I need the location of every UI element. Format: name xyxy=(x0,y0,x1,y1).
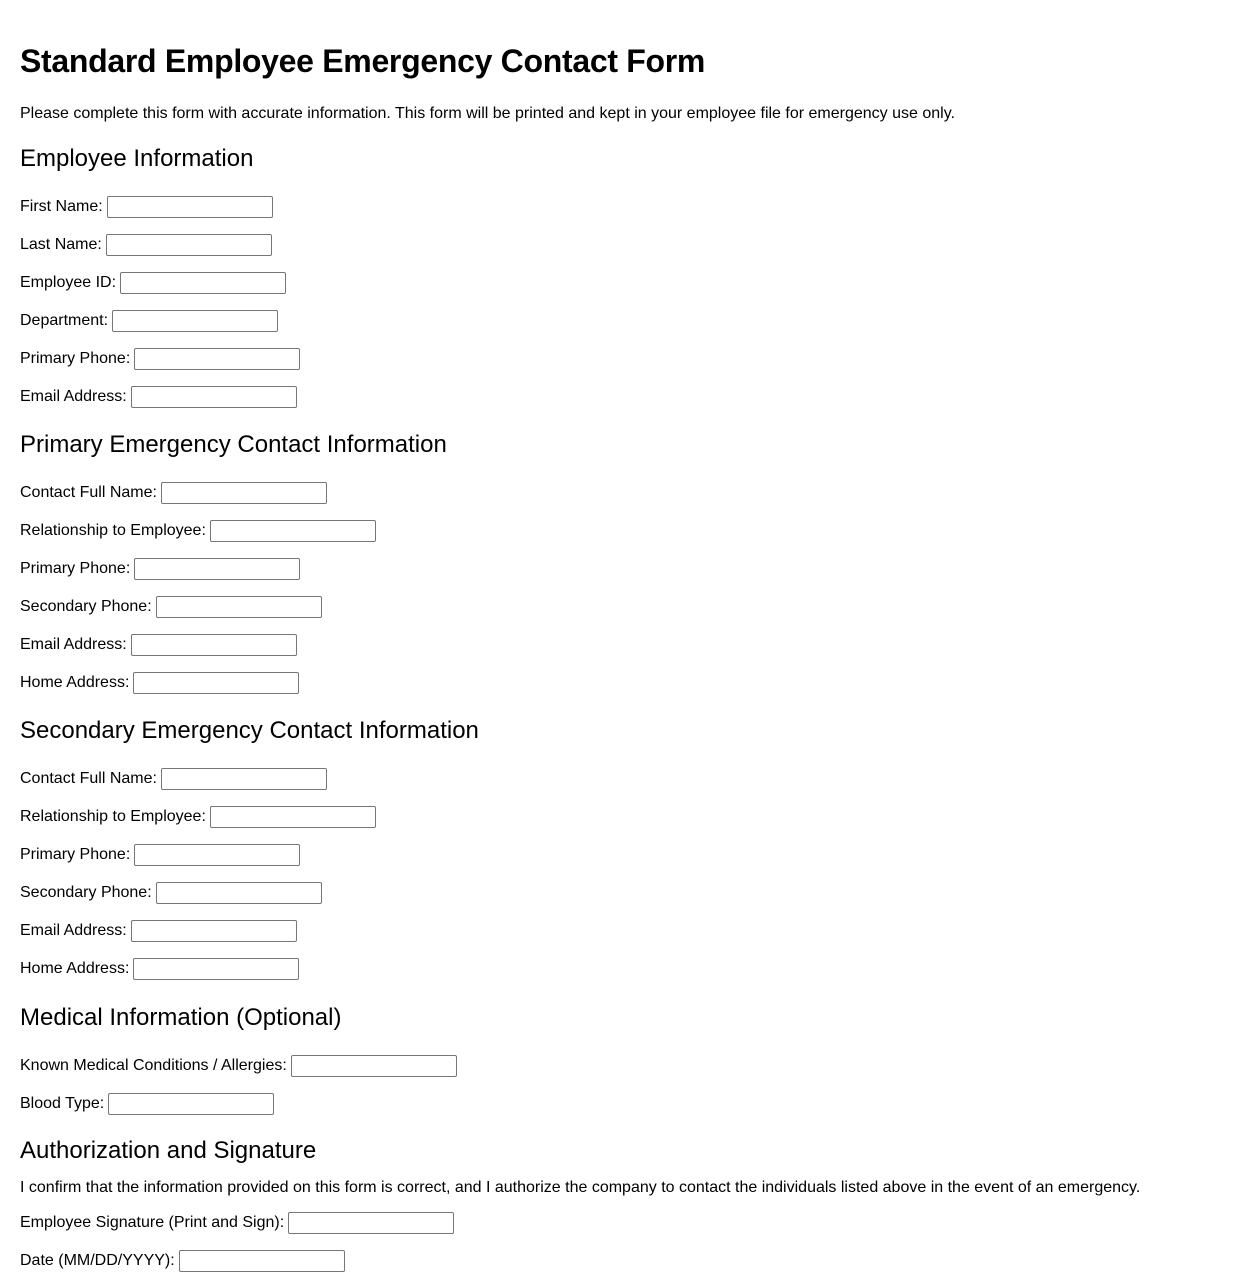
employee-id-label: Employee ID: xyxy=(20,274,117,291)
signature-date-row xyxy=(20,1242,1227,1280)
primary-contact-primary-phone-label: Primary Phone: xyxy=(20,560,131,577)
secondary-contact-primary-phone-input[interactable] xyxy=(134,844,300,866)
employee-signature-row xyxy=(20,1204,1227,1242)
secondary-contact-home-address-row xyxy=(20,950,1227,988)
department-label: Department: xyxy=(20,312,109,329)
section-title-authorization: Authorization and Signature xyxy=(20,1137,317,1164)
signature-date-label: Date (MM/DD/YYYY): xyxy=(20,1252,175,1269)
primary-contact-primary-phone-input[interactable] xyxy=(134,558,300,580)
secondary-contact-relationship-row xyxy=(20,798,1227,836)
first-name-row xyxy=(20,188,1227,226)
medical-conditions-input[interactable] xyxy=(291,1055,457,1077)
employee-email-input[interactable] xyxy=(131,386,297,408)
primary-contact-section xyxy=(20,430,1227,702)
signature-date-input[interactable] xyxy=(179,1250,345,1272)
secondary-contact-secondary-phone-input[interactable] xyxy=(156,882,322,904)
blood-type-label: Blood Type: xyxy=(20,1095,105,1112)
first-name-input[interactable] xyxy=(107,196,273,218)
secondary-contact-section xyxy=(20,716,1227,988)
secondary-contact-name-label: Contact Full Name: xyxy=(20,770,157,787)
department-row xyxy=(20,302,1227,340)
secondary-contact-email-label: Email Address: xyxy=(20,922,127,939)
primary-contact-email-label: Email Address: xyxy=(20,636,127,653)
employee-primary-phone-label: Primary Phone: xyxy=(20,350,131,367)
primary-contact-email-row xyxy=(20,626,1227,664)
secondary-contact-relationship-input[interactable] xyxy=(210,806,376,828)
page-title: Standard Employee Emergency Contact Form xyxy=(20,43,706,79)
section-title-primary-contact: Primary Emergency Contact Information xyxy=(20,431,447,458)
primary-contact-secondary-phone-row xyxy=(20,588,1227,626)
section-title-medical: Medical Information (Optional) xyxy=(20,1004,342,1031)
secondary-contact-primary-phone-row xyxy=(20,836,1227,874)
section-title-secondary-contact: Secondary Emergency Contact Information xyxy=(20,717,479,744)
secondary-contact-secondary-phone-row xyxy=(20,874,1227,912)
primary-contact-secondary-phone-input[interactable] xyxy=(156,596,322,618)
authorization-statement: I confirm that the information provided on this form is correct, and I authorize the company to contact the individuals listed above in the event of an emergency. xyxy=(20,1179,1141,1196)
primary-contact-relationship-input[interactable] xyxy=(210,520,376,542)
last-name-input[interactable] xyxy=(106,234,272,256)
first-name-label: First Name: xyxy=(20,198,103,215)
secondary-contact-secondary-phone-label: Secondary Phone: xyxy=(20,884,152,901)
blood-type-input[interactable] xyxy=(108,1093,274,1115)
primary-contact-primary-phone-row xyxy=(20,550,1227,588)
secondary-contact-email-input[interactable] xyxy=(131,920,297,942)
primary-contact-name-label: Contact Full Name: xyxy=(20,484,157,501)
primary-contact-home-address-row xyxy=(20,664,1227,702)
blood-type-row xyxy=(20,1085,1227,1123)
employee-primary-phone-input[interactable] xyxy=(134,348,300,370)
primary-contact-relationship-row xyxy=(20,512,1227,550)
medical-fields xyxy=(20,1047,1227,1123)
primary-contact-fields xyxy=(20,474,1227,702)
primary-contact-home-address-input[interactable] xyxy=(133,672,299,694)
primary-contact-name-input[interactable] xyxy=(161,482,327,504)
employee-signature-input[interactable] xyxy=(288,1212,454,1234)
primary-contact-relationship-label: Relationship to Employee: xyxy=(20,522,206,539)
primary-contact-email-input[interactable] xyxy=(131,634,297,656)
primary-contact-name-row xyxy=(20,474,1227,512)
employee-id-input[interactable] xyxy=(120,272,286,294)
secondary-contact-email-row xyxy=(20,912,1227,950)
primary-contact-home-address-label: Home Address: xyxy=(20,674,130,691)
department-input[interactable] xyxy=(112,310,278,332)
secondary-contact-home-address-label: Home Address: xyxy=(20,960,130,977)
secondary-contact-name-input[interactable] xyxy=(161,768,327,790)
employee-signature-label: Employee Signature (Print and Sign): xyxy=(20,1214,285,1231)
secondary-contact-relationship-label: Relationship to Employee: xyxy=(20,808,206,825)
authorization-fields xyxy=(20,1204,1227,1280)
medical-section xyxy=(20,1003,1227,1123)
authorization-section xyxy=(20,1136,1227,1280)
last-name-label: Last Name: xyxy=(20,236,102,253)
employee-fields xyxy=(20,188,1227,416)
employee-email-label: Email Address: xyxy=(20,388,127,405)
secondary-contact-name-row xyxy=(20,760,1227,798)
secondary-contact-fields xyxy=(20,760,1227,988)
employee-primary-phone-row xyxy=(20,340,1227,378)
section-title-employee: Employee Information xyxy=(20,145,254,172)
employee-id-row xyxy=(20,264,1227,302)
employee-email-row xyxy=(20,378,1227,416)
employee-information-section xyxy=(20,144,1227,416)
form-intro: Please complete this form with accurate information. This form will be printed and kept in your employee file for emergency use only. xyxy=(20,105,955,122)
medical-conditions-label: Known Medical Conditions / Allergies: xyxy=(20,1057,287,1074)
primary-contact-secondary-phone-label: Secondary Phone: xyxy=(20,598,152,615)
last-name-row xyxy=(20,226,1227,264)
medical-conditions-row xyxy=(20,1047,1227,1085)
secondary-contact-primary-phone-label: Primary Phone: xyxy=(20,846,131,863)
secondary-contact-home-address-input[interactable] xyxy=(133,958,299,980)
